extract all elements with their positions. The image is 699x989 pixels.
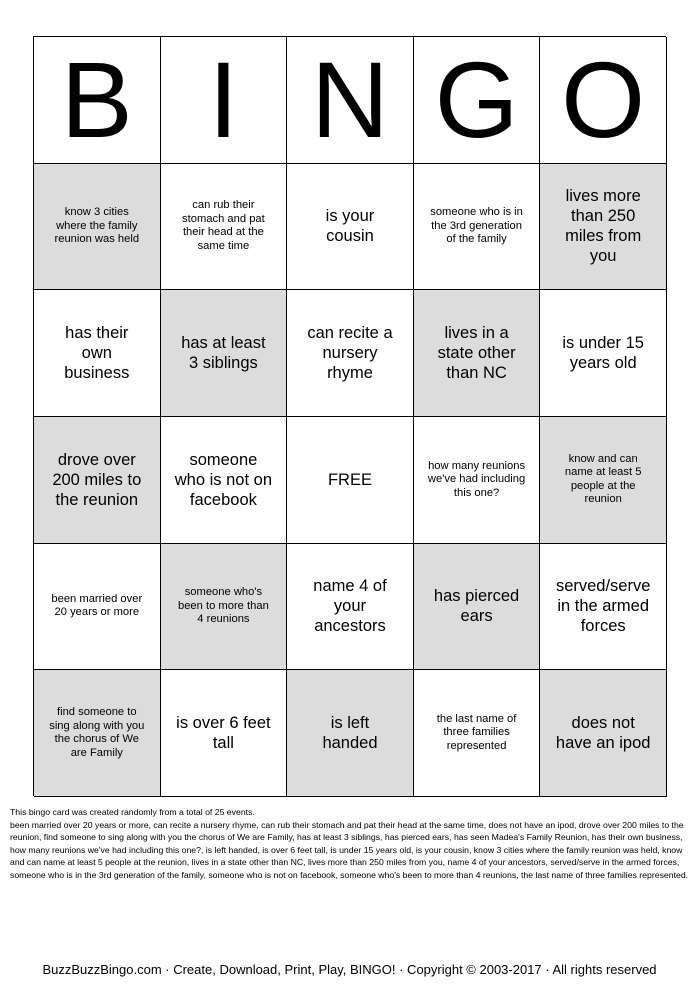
bingo-square[interactable]: [287, 544, 414, 671]
bingo-square-text: is under 15 years old: [562, 334, 644, 373]
bingo-square-text: name 4 of your ancestors: [313, 577, 387, 636]
bingo-square[interactable]: [34, 544, 161, 671]
bingo-square-text: lives more than 250 miles from you: [565, 187, 642, 266]
bingo-square-text: lives in a state other than NC: [437, 324, 516, 383]
bingo-square-text: know 3 cities where the family reunion was held: [54, 206, 140, 246]
header-letter-o: O: [540, 37, 667, 164]
bingo-square[interactable]: [540, 290, 667, 417]
bingo-square[interactable]: [34, 164, 161, 291]
bingo-square-text: does not have an ipod: [555, 714, 651, 753]
free-space[interactable]: [287, 417, 414, 544]
header-letter-g: G: [414, 37, 541, 164]
bingo-square-text: has their own business: [64, 324, 130, 383]
bingo-square-text: someone who is not on facebook: [174, 450, 272, 509]
bingo-square-text: is left handed: [322, 714, 378, 753]
bingo-square-text: can recite a nursery rhyme: [307, 324, 393, 383]
bingo-square[interactable]: [287, 670, 414, 797]
bingo-square[interactable]: [287, 164, 414, 291]
bingo-square-text: find someone to sing along with you the chorus of We are Family: [49, 706, 145, 759]
bingo-square[interactable]: [34, 417, 161, 544]
header-letter-b: B: [34, 37, 161, 164]
footer: BuzzBuzzBingo.com · Create, Download, Print, Play, BINGO! · Copyright © 2003-2017 · All rights reserved: [42, 962, 657, 977]
bingo-square[interactable]: [414, 164, 541, 291]
bingo-square-text: served/serve in the armed forces: [555, 577, 651, 636]
bingo-square-text: is your cousin: [325, 207, 375, 246]
bingo-square-text: know and can name at least 5 people at the reunion: [564, 452, 642, 506]
card-note-events: been married over 20 years or more, can recite a nursery rhyme, can rub their stomach and pat their head at the same time, does not have an ipod, drove over 200 miles to the reunion, find someone to sing along with you the chorus of We are Family, has at least 3 siblings, has pierced ears, has seen Madea's Family Reunion, has their own business, how many reunions we've had including this one?, is left handed, is over 6 feet tall, is under 15 years old, is your cousin, know 3 cities where the family reunion was held, know and can name at least 5 people at the reunion, lives in a state other than NC, lives more than 250 miles from you, name 4 of your ancestors, served/serve in the armed forces, someone who is in the 3rd generation of the family, someone who is not on facebook, someone who's been to more than 4 reunions, the last name of three families represented.: [10, 819, 689, 880]
card-note-intro: This bingo card was created randomly from a total of 25 events.: [10, 807, 255, 817]
bingo-square-text: the last name of three families represented: [436, 712, 517, 752]
bingo-square[interactable]: [414, 544, 541, 671]
bingo-square[interactable]: [161, 670, 288, 797]
bingo-square-text: been married over 20 years or more: [51, 592, 143, 619]
bingo-square[interactable]: [540, 164, 667, 291]
bingo-square-text: can rub their stomach and pat their head at the same time: [182, 199, 265, 252]
bingo-square[interactable]: [34, 670, 161, 797]
bingo-square[interactable]: [161, 164, 288, 291]
bingo-square[interactable]: [414, 290, 541, 417]
bingo-square-text: is over 6 feet tall: [176, 714, 271, 753]
bingo-square[interactable]: [414, 670, 541, 797]
bingo-square[interactable]: [287, 290, 414, 417]
bingo-square[interactable]: [161, 417, 288, 544]
bingo-square-text: how many reunions we've had including this one?: [427, 459, 526, 499]
header-letter-i: I: [161, 37, 288, 164]
bingo-square[interactable]: [34, 290, 161, 417]
bingo-square-text: drove over 200 miles to the reunion: [52, 450, 142, 509]
bingo-card-grid: [33, 36, 666, 796]
bingo-square-text: has at least 3 siblings: [181, 334, 266, 373]
bingo-square[interactable]: [161, 290, 288, 417]
bingo-square-text: someone who is in the 3rd generation of the family: [430, 206, 523, 246]
bingo-square-text: someone who's been to more than 4 reunions: [177, 586, 269, 626]
card-note: [10, 806, 690, 882]
header-letter-n: N: [287, 37, 414, 164]
bingo-square[interactable]: [414, 417, 541, 544]
bingo-square[interactable]: [540, 417, 667, 544]
bingo-square-text: FREE: [327, 470, 372, 489]
bingo-square[interactable]: [540, 544, 667, 671]
bingo-square[interactable]: [540, 670, 667, 797]
bingo-square-text: has pierced ears: [433, 587, 520, 626]
bingo-square[interactable]: [161, 544, 288, 671]
